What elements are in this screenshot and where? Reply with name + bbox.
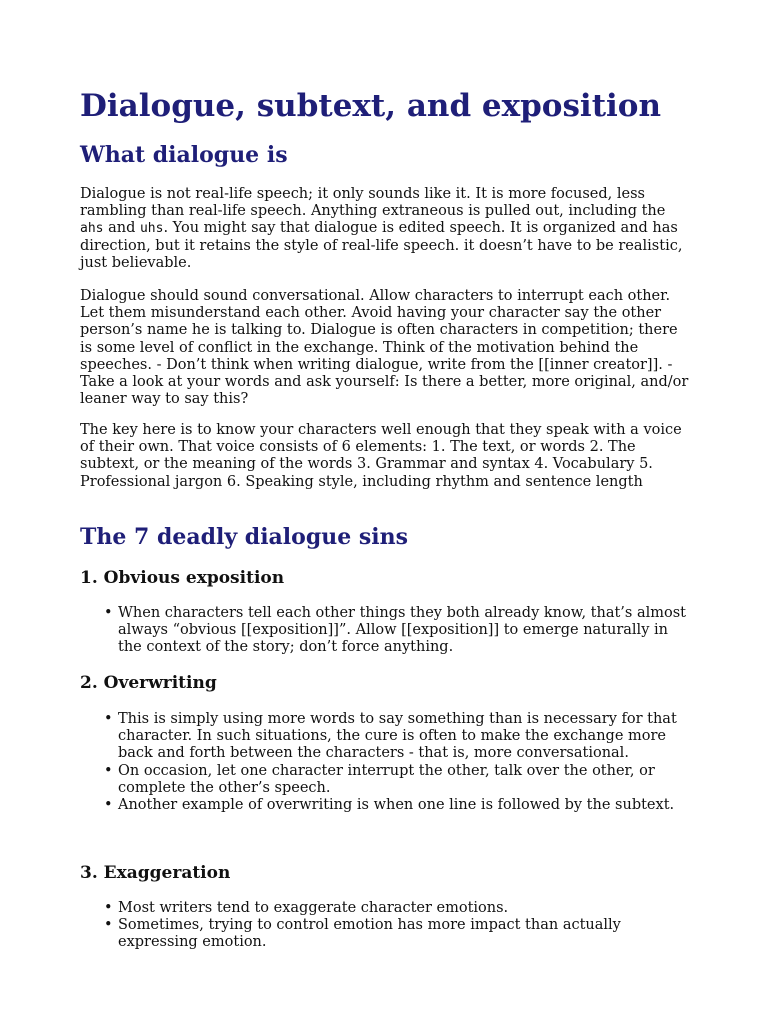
paragraph-conversational: Dialogue should sound conversational. Allow characters to interrupt each other. Let them misunderstand each other. Avoid having your character say the other person’s name he is talking to. Dialogue is often characters in competition; there is some level of conflict in the exchange. Think of the motivation behind the speeches. - Don’t think when writing dialogue, write from the [[inner creator]]. - Take a look at your words and ask yourself: Is there a better, more original, and/or leaner way to say this?	[80, 288, 689, 408]
list-item: • Most writers tend to exaggerate character emotions.	[118, 900, 692, 917]
inline-code: uhs	[139, 221, 164, 237]
list-item: • Another example of overwriting is when one line is followed by the subtext.	[118, 797, 692, 814]
sin-heading: 2. Overwriting	[80, 673, 217, 693]
section-heading-what-dialogue-is: What dialogue is	[80, 142, 288, 168]
sin-list	[80, 711, 692, 814]
sin-list	[80, 605, 692, 657]
list-item: • Sometimes, trying to control emotion has more impact than actually expressing emotion.	[118, 917, 692, 951]
sin-heading: 1. Obvious exposition	[80, 568, 285, 588]
list-item: • On occasion, let one character interrupt the other, talk over the other, or complete the other’s speech.	[118, 763, 692, 797]
sin-heading: 3. Exaggeration	[80, 863, 231, 883]
paragraph-dialogue-definition	[80, 186, 692, 272]
page-title: Dialogue, subtext, and exposition	[80, 88, 662, 124]
list-item: • This is simply using more words to say something than is necessary for that character. In such situations, the cure is often to make the exchange more back and forth between the characters - that is, more conversational.	[118, 711, 692, 763]
list-item: • When characters tell each other things they both already know, that’s almost always “obvious [[exposition]]”. Allow [[exposition]] to emerge naturally in the context of the story; don’t force anything.	[118, 605, 692, 657]
inline-code: ahs	[80, 221, 104, 237]
paragraph-text: . You might say that dialogue is edited speech. It is organized and has direction, but it retains the style of real-life speech. it doesn’t have to be realistic, just believable.	[80, 220, 683, 271]
sin-list	[80, 900, 692, 952]
paragraph-text: Dialogue is not real-life speech; it only sounds like it. It is more focused, less rambling than real-life speech. Anything extraneous is pulled out, including the	[80, 186, 666, 220]
paragraph-text: and	[103, 220, 140, 237]
paragraph-voice-elements: The key here is to know your characters well enough that they speak with a voice of their own. That voice consists of 6 elements: 1. The text, or words 2. The subtext, or the meaning of the words 3. Grammar and syntax 4. Vocabulary 5. Professional jargon 6. Speaking style, including rhythm and sentence length	[80, 422, 682, 490]
section-heading-deadly-sins: The 7 deadly dialogue sins	[80, 524, 408, 550]
